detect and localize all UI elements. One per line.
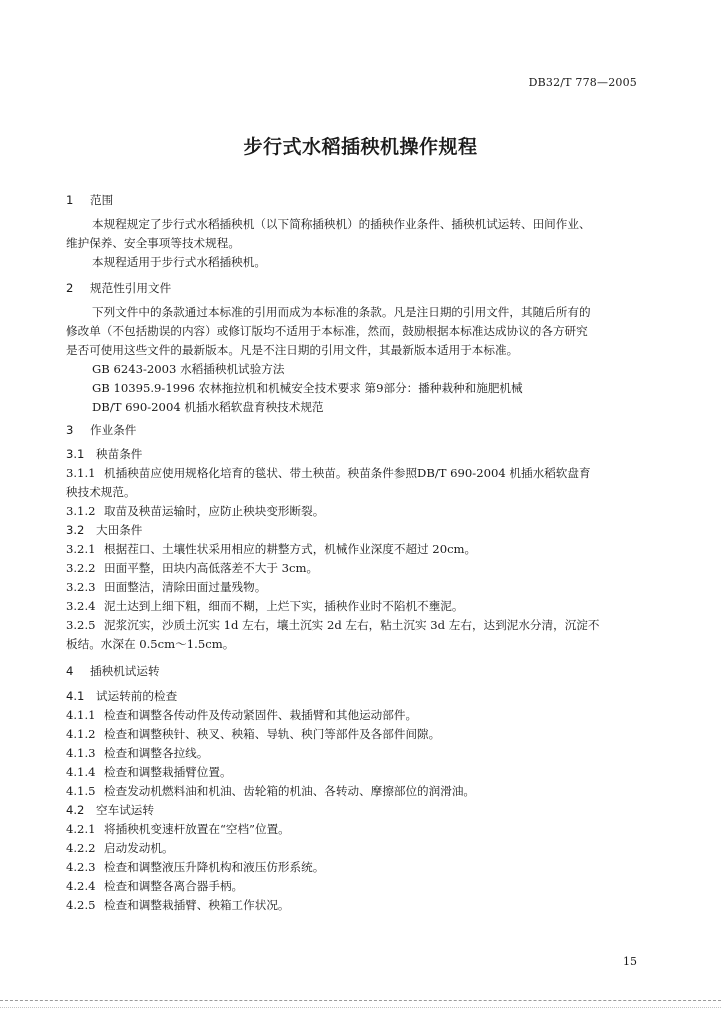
subsection-title: 空车试运转 — [96, 803, 154, 817]
document-code: DB32/T 778—2005 — [528, 76, 637, 89]
clause-text: 泥土达到上细下粗，细而不糊，上烂下实，插秧作业时不陷机不壅泥。 — [104, 599, 464, 613]
section-title: 规范性引用文件 — [90, 281, 172, 295]
clause-text: 启动发动机。 — [104, 841, 174, 855]
clause — [66, 820, 641, 839]
clause-text: 机插秧苗应使用规格化培育的毯状、带土秧苗。秧苗条件参照DB/T 690-2004 机插水稻软盘育 — [104, 466, 591, 480]
clause — [66, 502, 641, 521]
clause — [66, 464, 641, 483]
clause-number: 4.1.3 — [66, 746, 96, 760]
clause-text: 检查发动机燃料油和机油、齿轮箱的机油、各转动、摩擦部位的润滑油。 — [104, 784, 476, 798]
paragraph-continued: 修改单（不包括勘误的内容）或修订版均不适用于本标准，然而，鼓励根据本标准达成协议的各方研究 — [66, 324, 588, 338]
clause-text: 检查和调整各传动件及传动紧固件、栽插臂和其他运动部件。 — [104, 708, 418, 722]
clause-text: 检查和调整各拉线。 — [104, 746, 209, 760]
section-title: 插秧机试运转 — [90, 664, 160, 678]
clause-number: 4.2.3 — [66, 860, 96, 874]
clause — [66, 839, 641, 858]
clause-number: 4.1.4 — [66, 765, 96, 779]
subsection-title: 秧苗条件 — [96, 447, 143, 461]
clause-number: 4.1.1 — [66, 708, 96, 722]
clause-number: 3.2.5 — [66, 618, 96, 632]
footer-divider — [0, 1007, 721, 1008]
subsection-heading — [66, 445, 641, 464]
section-title: 范围 — [90, 193, 114, 207]
clause-text: 检查和调整液压升降机构和液压仿形系统。 — [104, 860, 325, 874]
reference-item: GB 10395.9-1996 农林拖拉机和机械安全技术要求 第9部分：播种栽种和施肥机械 — [92, 381, 523, 395]
clause-text: 将插秧机变速杆放置在“空档”位置。 — [104, 822, 290, 836]
clause-number: 4.1.5 — [66, 784, 96, 798]
clause-text: 根据茬口、土壤性状采用相应的耕整方式，机械作业深度不超过 20cm。 — [104, 542, 477, 556]
subsection-number: 4.2 — [66, 803, 85, 817]
clause-text: 检查和调整栽插臂、秧箱工作状况。 — [104, 898, 290, 912]
clause-number: 3.1.1 — [66, 466, 96, 480]
clause-continued: 板结。水深在 0.5cm～1.5cm。 — [66, 637, 235, 651]
clause-text: 检查和调整各离合器手柄。 — [104, 879, 244, 893]
clause-number: 4.2.4 — [66, 879, 96, 893]
clause-number: 3.2.3 — [66, 580, 96, 594]
clause — [66, 858, 641, 877]
clause — [66, 578, 641, 597]
clause-text: 检查和调整秧针、秧叉、秧箱、导轨、秧门等部件及各部件间隙。 — [104, 727, 441, 741]
subsection-number: 3.2 — [66, 523, 85, 537]
paragraph-continued: 是否可使用这些文件的最新版本。凡是不注日期的引用文件，其最新版本适用于本标准。 — [66, 343, 519, 357]
reference-item: DB/T 690-2004 机插水稻软盘育秧技术规范 — [92, 400, 324, 414]
section-3-heading — [66, 421, 641, 440]
section-title: 作业条件 — [90, 423, 137, 437]
subsection-title: 大田条件 — [96, 523, 143, 537]
clause-text: 田面整洁，清除田面过量残物。 — [104, 580, 267, 594]
subsection-heading — [66, 687, 641, 706]
clause-text: 取苗及秧苗运输时，应防止秧块变形断裂。 — [104, 504, 325, 518]
section-1-heading — [66, 191, 641, 210]
clause-number: 3.2.2 — [66, 561, 96, 575]
section-number: 2 — [66, 281, 74, 295]
clause-text: 检查和调整栽插臂位置。 — [104, 765, 232, 779]
page-title: 步行式水稻插秧机操作规程 — [243, 136, 478, 158]
clause-text: 田面平整，田块内高低落差不大于 3cm。 — [104, 561, 319, 575]
clause-number: 4.2.5 — [66, 898, 96, 912]
paragraph: 本规程适用于步行式水稻插秧机。 — [92, 255, 266, 269]
clause-number: 3.2.4 — [66, 599, 96, 613]
clause-number: 4.2.1 — [66, 822, 96, 836]
clause-number: 3.2.1 — [66, 542, 96, 556]
clause-number: 4.2.2 — [66, 841, 96, 855]
page-number: 15 — [623, 955, 637, 968]
section-2-heading — [66, 279, 641, 298]
clause — [66, 725, 641, 744]
subsection-number: 4.1 — [66, 689, 85, 703]
subsection-heading — [66, 521, 641, 540]
paragraph-continued: 维护保养、安全事项等技术规程。 — [66, 236, 240, 250]
clause — [66, 763, 641, 782]
clause — [66, 744, 641, 763]
reference-item: GB 6243-2003 水稻插秧机试验方法 — [92, 362, 285, 376]
clause — [66, 616, 641, 635]
clause — [66, 896, 641, 915]
clause — [66, 597, 641, 616]
section-number: 1 — [66, 193, 74, 207]
clause — [66, 540, 641, 559]
clause-number: 4.1.2 — [66, 727, 96, 741]
section-4-heading — [66, 662, 641, 681]
clause — [66, 877, 641, 896]
paragraph: 本规程规定了步行式水稻插秧机（以下简称插秧机）的插秧作业条件、插秧机试运转、田间作业、 — [92, 217, 591, 231]
document-body — [66, 191, 641, 915]
section-number: 3 — [66, 423, 74, 437]
section-number: 4 — [66, 664, 74, 678]
clause-continued: 秧技术规范。 — [66, 485, 136, 499]
subsection-title: 试运转前的检查 — [96, 689, 178, 703]
subsection-heading — [66, 801, 641, 820]
clause — [66, 706, 641, 725]
clause-number: 3.1.2 — [66, 504, 96, 518]
subsection-number: 3.1 — [66, 447, 85, 461]
paragraph: 下列文件中的条款通过本标准的引用而成为本标准的条款。凡是注日期的引用文件，其随后所有的 — [92, 305, 591, 319]
footer-divider — [0, 1000, 721, 1001]
clause-text: 泥浆沉实，沙质土沉实 1d 左右，壤土沉实 2d 左右，粘土沉实 3d 左右，达到泥水分清，沉淀不 — [104, 618, 600, 632]
clause — [66, 782, 641, 801]
clause — [66, 559, 641, 578]
